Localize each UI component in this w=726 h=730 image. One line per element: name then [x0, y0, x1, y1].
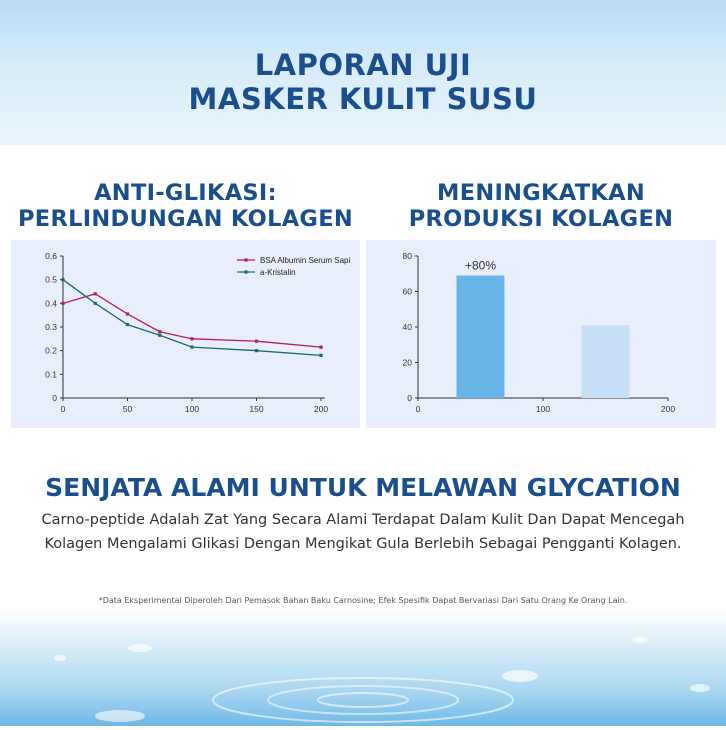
legend-label-2: a-Kristalin [260, 268, 296, 277]
data-point [61, 302, 64, 305]
x-tick-label: 0 [60, 404, 66, 414]
legend-marker-2 [244, 270, 247, 273]
x-tick-label: 50 [122, 404, 133, 414]
body-text-line-2: Kolagen Mengalami Glikasi Dengan Mengikat Gula Berlebih Sebagai Pengganti Kolagen. [44, 536, 682, 552]
bar-value-label: +80% [464, 258, 497, 273]
legend-label-1: BSA Albumin Serum Sapi [260, 256, 351, 265]
footnote: *Data Eksperimental Diperoleh Dari Pemasok Bahan Baku Carnosine; Efek Spesifik Dapat Bervariasi Dari Satu Orang Ke Orang Lain. [98, 596, 628, 605]
data-point [158, 334, 161, 337]
water-ripples [0, 610, 726, 726]
y-tick-label: 0.4 [45, 298, 57, 309]
y-tick-label: 0 [407, 393, 412, 403]
x-tick-label: 100 [184, 404, 200, 414]
data-point [319, 354, 322, 357]
water-background [0, 610, 726, 726]
water-droplet [690, 684, 710, 692]
data-point [190, 346, 193, 349]
data-point [158, 330, 161, 333]
y-tick-label: 40 [402, 322, 412, 332]
left-section-title-line-1: ANTI-GLIKASI: [94, 180, 277, 206]
bar-chart [366, 240, 716, 428]
body-text-line-1: Carno-peptide Adalah Zat Yang Secara Alami Terdapat Dalam Kulit Dan Dapat Mencegah [41, 512, 685, 528]
ripple [318, 693, 408, 707]
bar-chart-panel [366, 240, 716, 428]
x-tick-label: 200 [313, 404, 329, 414]
data-point [94, 302, 97, 305]
headline: SENJATA ALAMI UNTUK MELAWAN GLYCATION [45, 473, 681, 502]
bar-1 [457, 276, 505, 398]
data-point [255, 349, 258, 352]
right-section-title [366, 180, 716, 232]
data-point [126, 312, 129, 315]
y-tick-label: 20 [402, 357, 412, 368]
ripple [268, 686, 458, 714]
data-point [255, 340, 258, 343]
x-tick-label: 100 [535, 404, 551, 414]
y-tick-label: 0.6 [45, 251, 57, 261]
data-point [190, 337, 193, 340]
x-tick-label: 0 [415, 404, 421, 414]
y-tick-label: 0.1 [45, 369, 57, 380]
right-section-title-line-1: MENINGKATKAN [437, 180, 645, 206]
line-chart-panel [11, 240, 360, 428]
page-title-line-1: LAPORAN UJI [254, 48, 472, 82]
page-title-line-2: MASKER KULIT SUSU [188, 82, 538, 116]
data-point [61, 278, 64, 281]
legend-marker-1 [244, 258, 247, 261]
data-point [94, 292, 97, 295]
page-title [0, 48, 726, 116]
body-text [20, 508, 706, 556]
water-droplet [633, 637, 647, 643]
water-droplet [502, 670, 538, 682]
water-droplet [54, 655, 66, 661]
y-tick-label: 80 [402, 251, 412, 261]
x-tick-label: 150 [249, 404, 264, 414]
y-tick-label: 0 [52, 393, 57, 403]
y-tick-label: 0.3 [45, 322, 57, 332]
water-droplet [128, 644, 152, 652]
y-tick-label: 0.5 [45, 274, 57, 285]
line-chart [11, 240, 360, 428]
right-section-title-line-2: PRODUKSI KOLAGEN [408, 206, 674, 232]
y-tick-label: 60 [402, 286, 412, 297]
bar-2 [582, 325, 630, 398]
left-section-title-line-2: PERLINDUNGAN KOLAGEN [17, 206, 354, 232]
data-point [126, 323, 129, 326]
ripple [213, 678, 513, 722]
y-tick-label: 0.2 [45, 345, 57, 356]
data-point [319, 346, 322, 349]
x-tick-label: 200 [660, 404, 676, 414]
left-section-title [11, 180, 360, 232]
water-droplet [95, 710, 145, 722]
